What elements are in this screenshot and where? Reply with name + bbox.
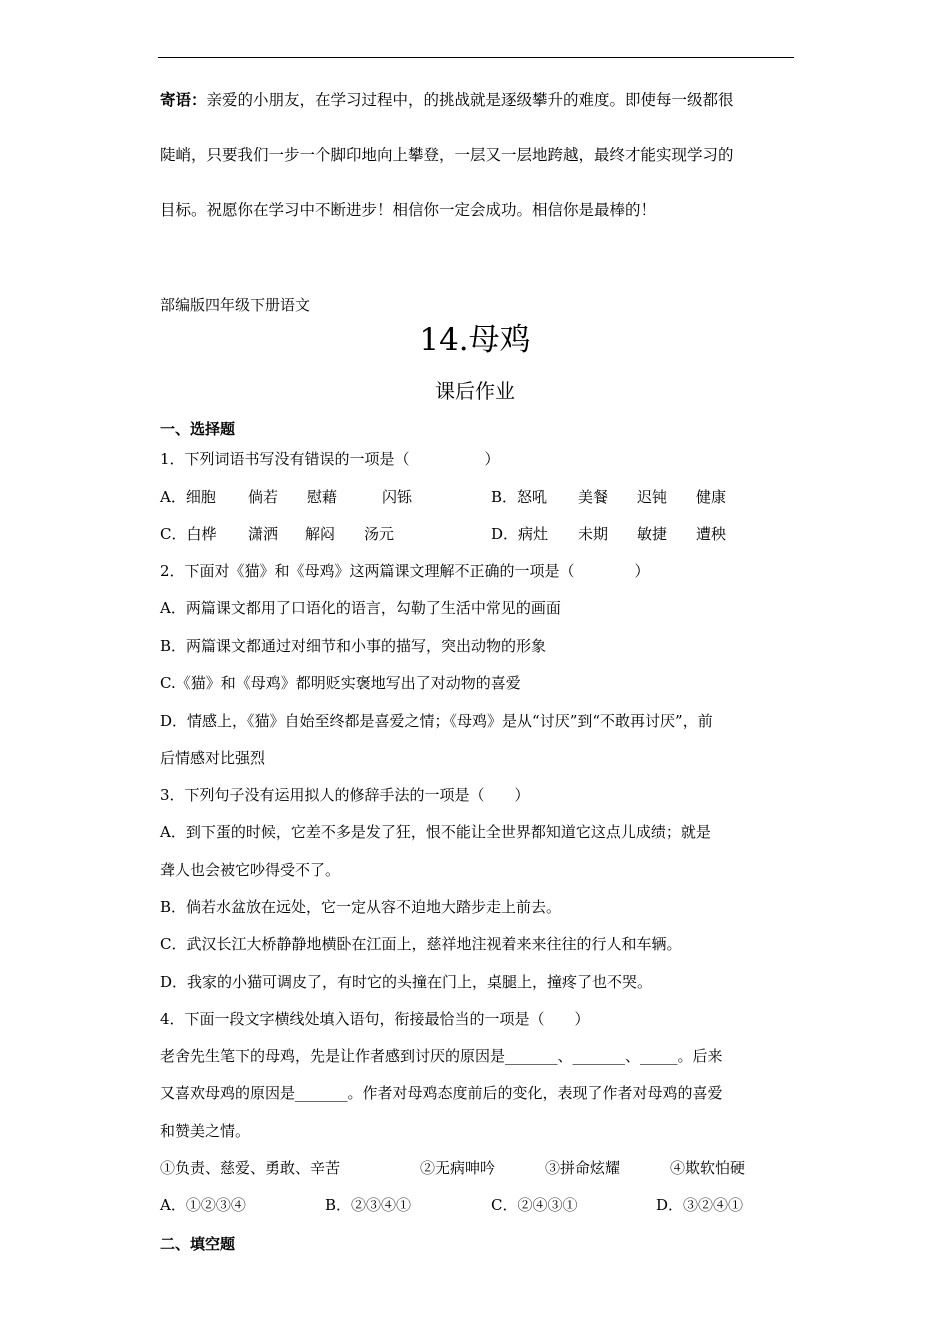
q4-passage-line-1: 老舍先生笔下的母鸡，先是让作者感到讨厌的原因是_______、_______、_____。后来 xyxy=(160,1047,723,1065)
motto-line-1: 寄语：亲爱的小朋友，在学习过程中，的挑战就是逐级攀升的难度。即使每一级都很 xyxy=(160,90,734,109)
q3-option-a-line-2: 聋人也会被它吵得受不了。 xyxy=(160,861,341,879)
q2-option-b: B．两篇课文都通过对细节和小事的描写，突出动物的形象 xyxy=(160,637,547,655)
q4-choice-d: D．③②④① xyxy=(656,1196,744,1214)
book-label: 部编版四年级下册语文 xyxy=(160,296,311,314)
section-heading-fill: 二、填空题 xyxy=(160,1235,236,1253)
q4-item-1: ①负责、慈爱、勇敢、辛苦 xyxy=(160,1159,341,1177)
header-rule xyxy=(158,57,794,58)
q2-option-d-line-1: D．情感上，《猫》自始至终都是喜爱之情；《母鸡》是从“讨厌”到“不敢再讨厌”，前 xyxy=(160,712,713,730)
q3-option-c: C．武汉长江大桥静静地横卧在江面上，慈祥地注视着来来往往的行人和车辆。 xyxy=(160,935,682,953)
q3-option-b: B．倘若水盆放在远处，它一定从容不迫地大踏步走上前去。 xyxy=(160,898,562,916)
page-title: 14.母鸡 xyxy=(419,322,531,358)
motto-label: 寄语： xyxy=(160,90,207,109)
q4-passage-line-3: 和赞美之情。 xyxy=(160,1122,251,1140)
motto-line-3: 目标。祝愿你在学习中不断进步！相信你一定会成功。相信你是最棒的！ xyxy=(160,201,657,219)
q3-stem: 3．下列句子没有运用拟人的修辞手法的一项是（ ） xyxy=(160,786,530,804)
q4-item-4: ④欺软怕硬 xyxy=(670,1159,746,1177)
q3-option-d: D．我家的小猫可调皮了，有时它的头撞在门上，桌腿上，撞疼了也不哭。 xyxy=(160,973,653,991)
q1-stem: 1．下列词语书写没有错误的一项是（ ） xyxy=(160,450,500,468)
q2-option-d-line-2: 后情感对比强烈 xyxy=(160,749,266,767)
q4-passage-line-2: 又喜欢母鸡的原因是_______。作者对母鸡态度前后的变化，表现了作者对母鸡的喜爱 xyxy=(160,1084,723,1102)
q4-choice-c: C．②④③① xyxy=(491,1196,578,1214)
q4-choice-b: B．②③④① xyxy=(325,1196,412,1214)
q4-choice-a: A．①②③④ xyxy=(160,1196,246,1214)
page-subtitle: 课后作业 xyxy=(435,379,515,403)
motto-line-2: 陡峭，只要我们一步一个脚印地向上攀登，一层又一层地跨越，最终才能实现学习的 xyxy=(160,146,734,164)
q4-item-3: ③拼命炫耀 xyxy=(545,1159,621,1177)
q4-item-2: ②无病呻吟 xyxy=(420,1159,496,1177)
q3-option-a-line-1: A．到下蛋的时候，它差不多是发了狂，恨不能让全世界都知道它这点儿成绩；就是 xyxy=(160,823,711,841)
q2-option-c: C.《猫》和《母鸡》都明贬实褒地写出了对动物的喜爱 xyxy=(160,674,521,692)
q4-stem: 4．下面一段文字横线处填入语句，衔接最恰当的一项是（ ） xyxy=(160,1010,590,1028)
q2-option-a: A．两篇课文都用了口语化的语言，勾勒了生活中常见的画面 xyxy=(160,599,561,617)
section-heading-choice: 一、选择题 xyxy=(160,420,236,438)
q2-stem: 2．下面对《猫》和《母鸡》这两篇课文理解不正确的一项是（ ） xyxy=(160,562,650,580)
